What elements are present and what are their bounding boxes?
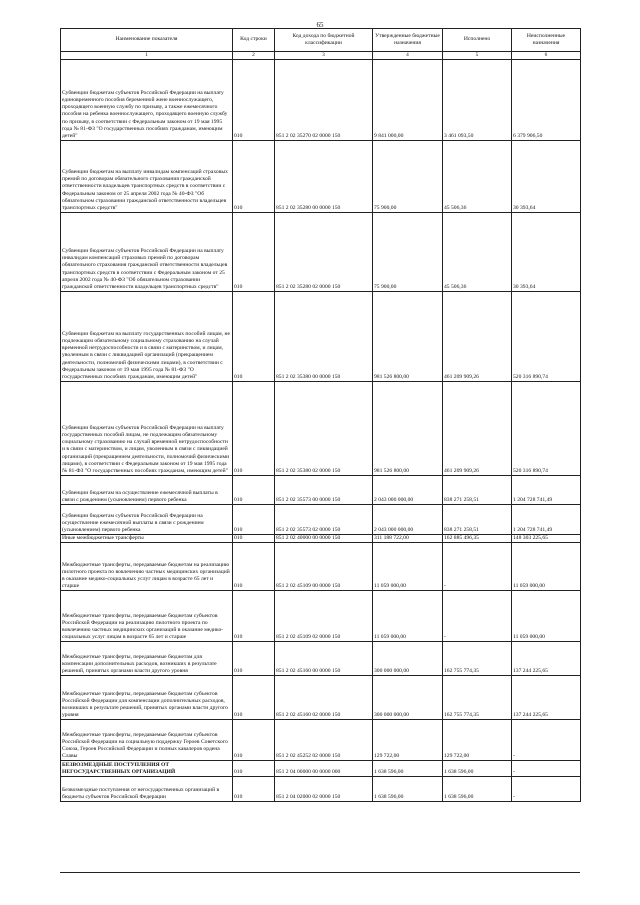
row-executed: 461 209 909,26 (443, 292, 512, 382)
page-number: 65 (316, 21, 324, 29)
row-unexecuted: 137 244 225,65 (512, 676, 581, 720)
row-unexecuted: 1 204 728 741,49 (512, 476, 581, 505)
table-row (61, 591, 581, 642)
row-executed: 838 271 258,51 (443, 505, 512, 535)
row-line-code: 010 (233, 292, 275, 382)
row-line-code: 010 (233, 60, 275, 141)
row-approved: 981 526 800,00 (373, 292, 443, 382)
row-line-code: 010 (233, 777, 275, 802)
row-name: Субвенции бюджетам на выплату государственных пособий лицам, не подлежащим обязательному социальному страхованию на случай временной нетрудоспособности и в связи с материнством, и лицам, уволенным в связи с ликвидацией организаций (прекращением деятельности, полномочий физическими лицами), в соответствии с Федеральным законом от 19 мая 1995 года № 81-ФЗ "О государственных пособиях гражданам, имеющим детей" (61, 292, 233, 382)
row-executed: 1 638 596,00 (443, 761, 512, 777)
column-number: 5 (443, 52, 512, 60)
table-row (61, 505, 581, 535)
row-unexecuted: 30 393,64 (512, 141, 581, 213)
table-row (61, 777, 581, 802)
row-unexecuted: 148 303 225,65 (512, 535, 581, 543)
row-line-code: 010 (233, 141, 275, 213)
table-row (61, 720, 581, 761)
row-approved: 129 722,00 (373, 720, 443, 761)
table-row (61, 382, 581, 476)
row-unexecuted: 520 316 890,74 (512, 292, 581, 382)
column-number: 3 (275, 52, 373, 60)
row-executed: 162 755 774,35 (443, 676, 512, 720)
row-line-code: 010 (233, 543, 275, 591)
row-approved: 1 638 596,00 (373, 761, 443, 777)
row-budget-code: 851 2 02 45160 02 0000 150 (275, 676, 373, 720)
row-name: Межбюджетные трансферты, передаваемые бюджетам субъектов Российской Федерации на социальную поддержку Героев Советского Союза, Героев Российской Федерации и полных кавалеров ордена Славы (61, 720, 233, 761)
row-budget-code: 851 2 04 02000 02 0000 150 (275, 777, 373, 802)
row-name: БЕЗВОЗМЕЗДНЫЕ ПОСТУПЛЕНИЯ ОТ НЕГОСУДАРСТВЕННЫХ ОРГАНИЗАЦИЙ (61, 761, 233, 777)
row-line-code: 010 (233, 476, 275, 505)
table-row (61, 476, 581, 505)
row-executed: 45 506,36 (443, 141, 512, 213)
row-unexecuted: - (512, 720, 581, 761)
row-executed: 3 461 093,50 (443, 60, 512, 141)
row-approved: 300 000 000,00 (373, 676, 443, 720)
row-name: Субвенции бюджетам субъектов Российской Федерации на выплату единовременного пособия беременной жене военнослужащего, проходящего военную службу по призыву, а также ежемесячного пособия на ребенка военнослужащего, проходящего военную службу по призыву, в соответствии с Федеральным законом от 19 мая 1995 года № 81-ФЗ "О государственных пособиях гражданам, имеющим детей" (61, 60, 233, 141)
row-budget-code: 851 2 02 35270 02 0000 150 (275, 60, 373, 141)
row-approved: 75 900,00 (373, 141, 443, 213)
row-name: Иные межбюджетные трансферты (61, 535, 233, 543)
row-line-code: 010 (233, 642, 275, 676)
table-row (61, 292, 581, 382)
header-name: Наименование показателя (61, 29, 233, 52)
row-approved: 1 638 596,00 (373, 777, 443, 802)
row-unexecuted: 11 059 000,00 (512, 591, 581, 642)
revenue-table (60, 28, 581, 802)
row-name: Субвенции бюджетам субъектов Российской Федерации на осуществление ежемесячной выплаты в связи с рождением (усыновлением) первого ребенка (61, 505, 233, 535)
row-executed: - (443, 591, 512, 642)
row-line-code: 010 (233, 761, 275, 777)
row-approved: 311 188 722,00 (373, 535, 443, 543)
row-approved: 2 043 000 000,00 (373, 476, 443, 505)
row-budget-code: 851 2 02 45109 00 0000 150 (275, 543, 373, 591)
table-row (61, 60, 581, 141)
column-number-row (61, 52, 581, 60)
row-approved: 75 900,00 (373, 213, 443, 292)
header-executed: Исполнено (443, 29, 512, 52)
row-budget-code: 851 2 02 35380 00 0000 150 (275, 292, 373, 382)
row-executed: 461 209 909,26 (443, 382, 512, 476)
row-budget-code: 851 2 02 35380 02 0000 150 (275, 382, 373, 476)
table-row (61, 676, 581, 720)
row-name: Межбюджетные трансферты, передаваемые бюджетам для компенсации дополнительных расходов, возникших в результате решений, принятых органами власти другого уровня (61, 642, 233, 676)
row-approved: 981 526 800,00 (373, 382, 443, 476)
row-executed: 838 271 258,51 (443, 476, 512, 505)
row-line-code: 010 (233, 382, 275, 476)
row-budget-code: 851 2 02 45109 02 0000 150 (275, 591, 373, 642)
row-name: Межбюджетные трансферты, передаваемые бюджетам субъектов Российской Федерации на реализацию пилотного проекта по вовлечению частных медицинских организаций в оказание медико-социальных услуг лицам в возрасте 65 лет и старше (61, 591, 233, 642)
row-name: Субвенции бюджетам субъектов Российской Федерации на выплату государственных пособий лицам, не подлежащим обязательному социальному страхованию на случай временной нетрудоспособности и в связи с материнством, и лицам, уволенным в связи с ликвидацией организаций (прекращением деятельности, полномочий физическими лицами), в соответствии с Федеральным законом от 19 мая 1995 года № 81-ФЗ "О государственных пособиях гражданам, имеющим детей" (61, 382, 233, 476)
row-approved: 2 043 000 000,00 (373, 505, 443, 535)
row-unexecuted: - (512, 777, 581, 802)
row-budget-code: 851 2 02 35573 00 0000 150 (275, 476, 373, 505)
table-row (61, 642, 581, 676)
row-approved: 300 000 000,00 (373, 642, 443, 676)
row-budget-code: 851 2 02 35573 02 0000 150 (275, 505, 373, 535)
row-unexecuted: 6 379 906,50 (512, 60, 581, 141)
row-line-code: 010 (233, 591, 275, 642)
row-executed: 45 506,36 (443, 213, 512, 292)
row-approved: 11 059 000,00 (373, 591, 443, 642)
row-unexecuted: 520 316 890,74 (512, 382, 581, 476)
row-name: Субвенции бюджетам на осуществление ежемесячной выплаты в связи с рождением (усыновлением) первого ребенка (61, 476, 233, 505)
header-approved: Утвержденные бюджетные назначения (373, 29, 443, 52)
row-approved: 9 841 000,00 (373, 60, 443, 141)
table-row (61, 543, 581, 591)
row-budget-code: 851 2 02 45252 02 0000 150 (275, 720, 373, 761)
row-line-code: 010 (233, 505, 275, 535)
row-budget-code: 851 2 02 40000 00 0000 150 (275, 535, 373, 543)
table-row (61, 141, 581, 213)
row-executed: 1 638 596,00 (443, 777, 512, 802)
row-executed: 162 885 496,35 (443, 535, 512, 543)
row-unexecuted: 11 059 000,00 (512, 543, 581, 591)
row-name: Безвозмездные поступления от негосударственных организаций в бюджеты субъектов Российской Федерации (61, 777, 233, 802)
row-executed: - (443, 543, 512, 591)
table-row (61, 535, 581, 543)
footer-rule (60, 872, 580, 873)
header-code-line: Код строки (233, 29, 275, 52)
row-unexecuted: 137 244 225,65 (512, 642, 581, 676)
row-executed: 129 722,00 (443, 720, 512, 761)
row-name: Субвенции бюджетам субъектов Российской Федерации на выплату инвалидам компенсаций страховых премий по договорам обязательного страхования гражданской ответственности владельцев транспортных средств в соответствии с Федеральным законом от 25 апреля 2002 года № 40-ФЗ "Об обязательном страховании гражданской ответственности владельцев транспортных средств" (61, 213, 233, 292)
row-line-code: 010 (233, 213, 275, 292)
row-unexecuted: 1 204 728 741,49 (512, 505, 581, 535)
row-unexecuted: - (512, 761, 581, 777)
row-line-code: 010 (233, 720, 275, 761)
row-name: Субвенции бюджетам на выплату инвалидам компенсаций страховых премий по договорам обязательного страхования гражданской ответственности владельцев транспортных средств в соответствии с Федеральным законом от 25 апреля 2002 года № 40-ФЗ "Об обязательном страховании гражданской ответственности владельцев транспортных средств" (61, 141, 233, 213)
column-number: 2 (233, 52, 275, 60)
column-number: 6 (512, 52, 581, 60)
row-approved: 11 059 000,00 (373, 543, 443, 591)
row-executed: 162 755 774,35 (443, 642, 512, 676)
table-row (61, 761, 581, 777)
table-header-row (61, 29, 581, 52)
row-budget-code: 851 2 02 35280 00 0000 150 (275, 141, 373, 213)
row-budget-code: 851 2 02 35280 02 0000 150 (275, 213, 373, 292)
row-budget-code: 851 2 04 00000 00 0000 000 (275, 761, 373, 777)
column-number: 1 (61, 52, 233, 60)
row-unexecuted: 30 393,64 (512, 213, 581, 292)
row-name: Межбюджетные трансферты, передаваемые бюджетам на реализацию пилотного проекта по вовлечению частных медицинских организаций в оказание медико-социальных услуг лицам в возрасте 65 лет и старше (61, 543, 233, 591)
column-number: 4 (373, 52, 443, 60)
header-unexecuted: Неисполненные назначения (512, 29, 581, 52)
header-budget-code: Код дохода по бюджетной классификации (275, 29, 373, 52)
row-budget-code: 851 2 02 45160 00 0000 150 (275, 642, 373, 676)
row-line-code: 010 (233, 535, 275, 543)
row-name: Межбюджетные трансферты, передаваемые бюджетам субъектов Российской Федерации для компенсации дополнительных расходов, возникших в результате решений, принятых органами власти другого уровня (61, 676, 233, 720)
table-row (61, 213, 581, 292)
row-line-code: 010 (233, 676, 275, 720)
